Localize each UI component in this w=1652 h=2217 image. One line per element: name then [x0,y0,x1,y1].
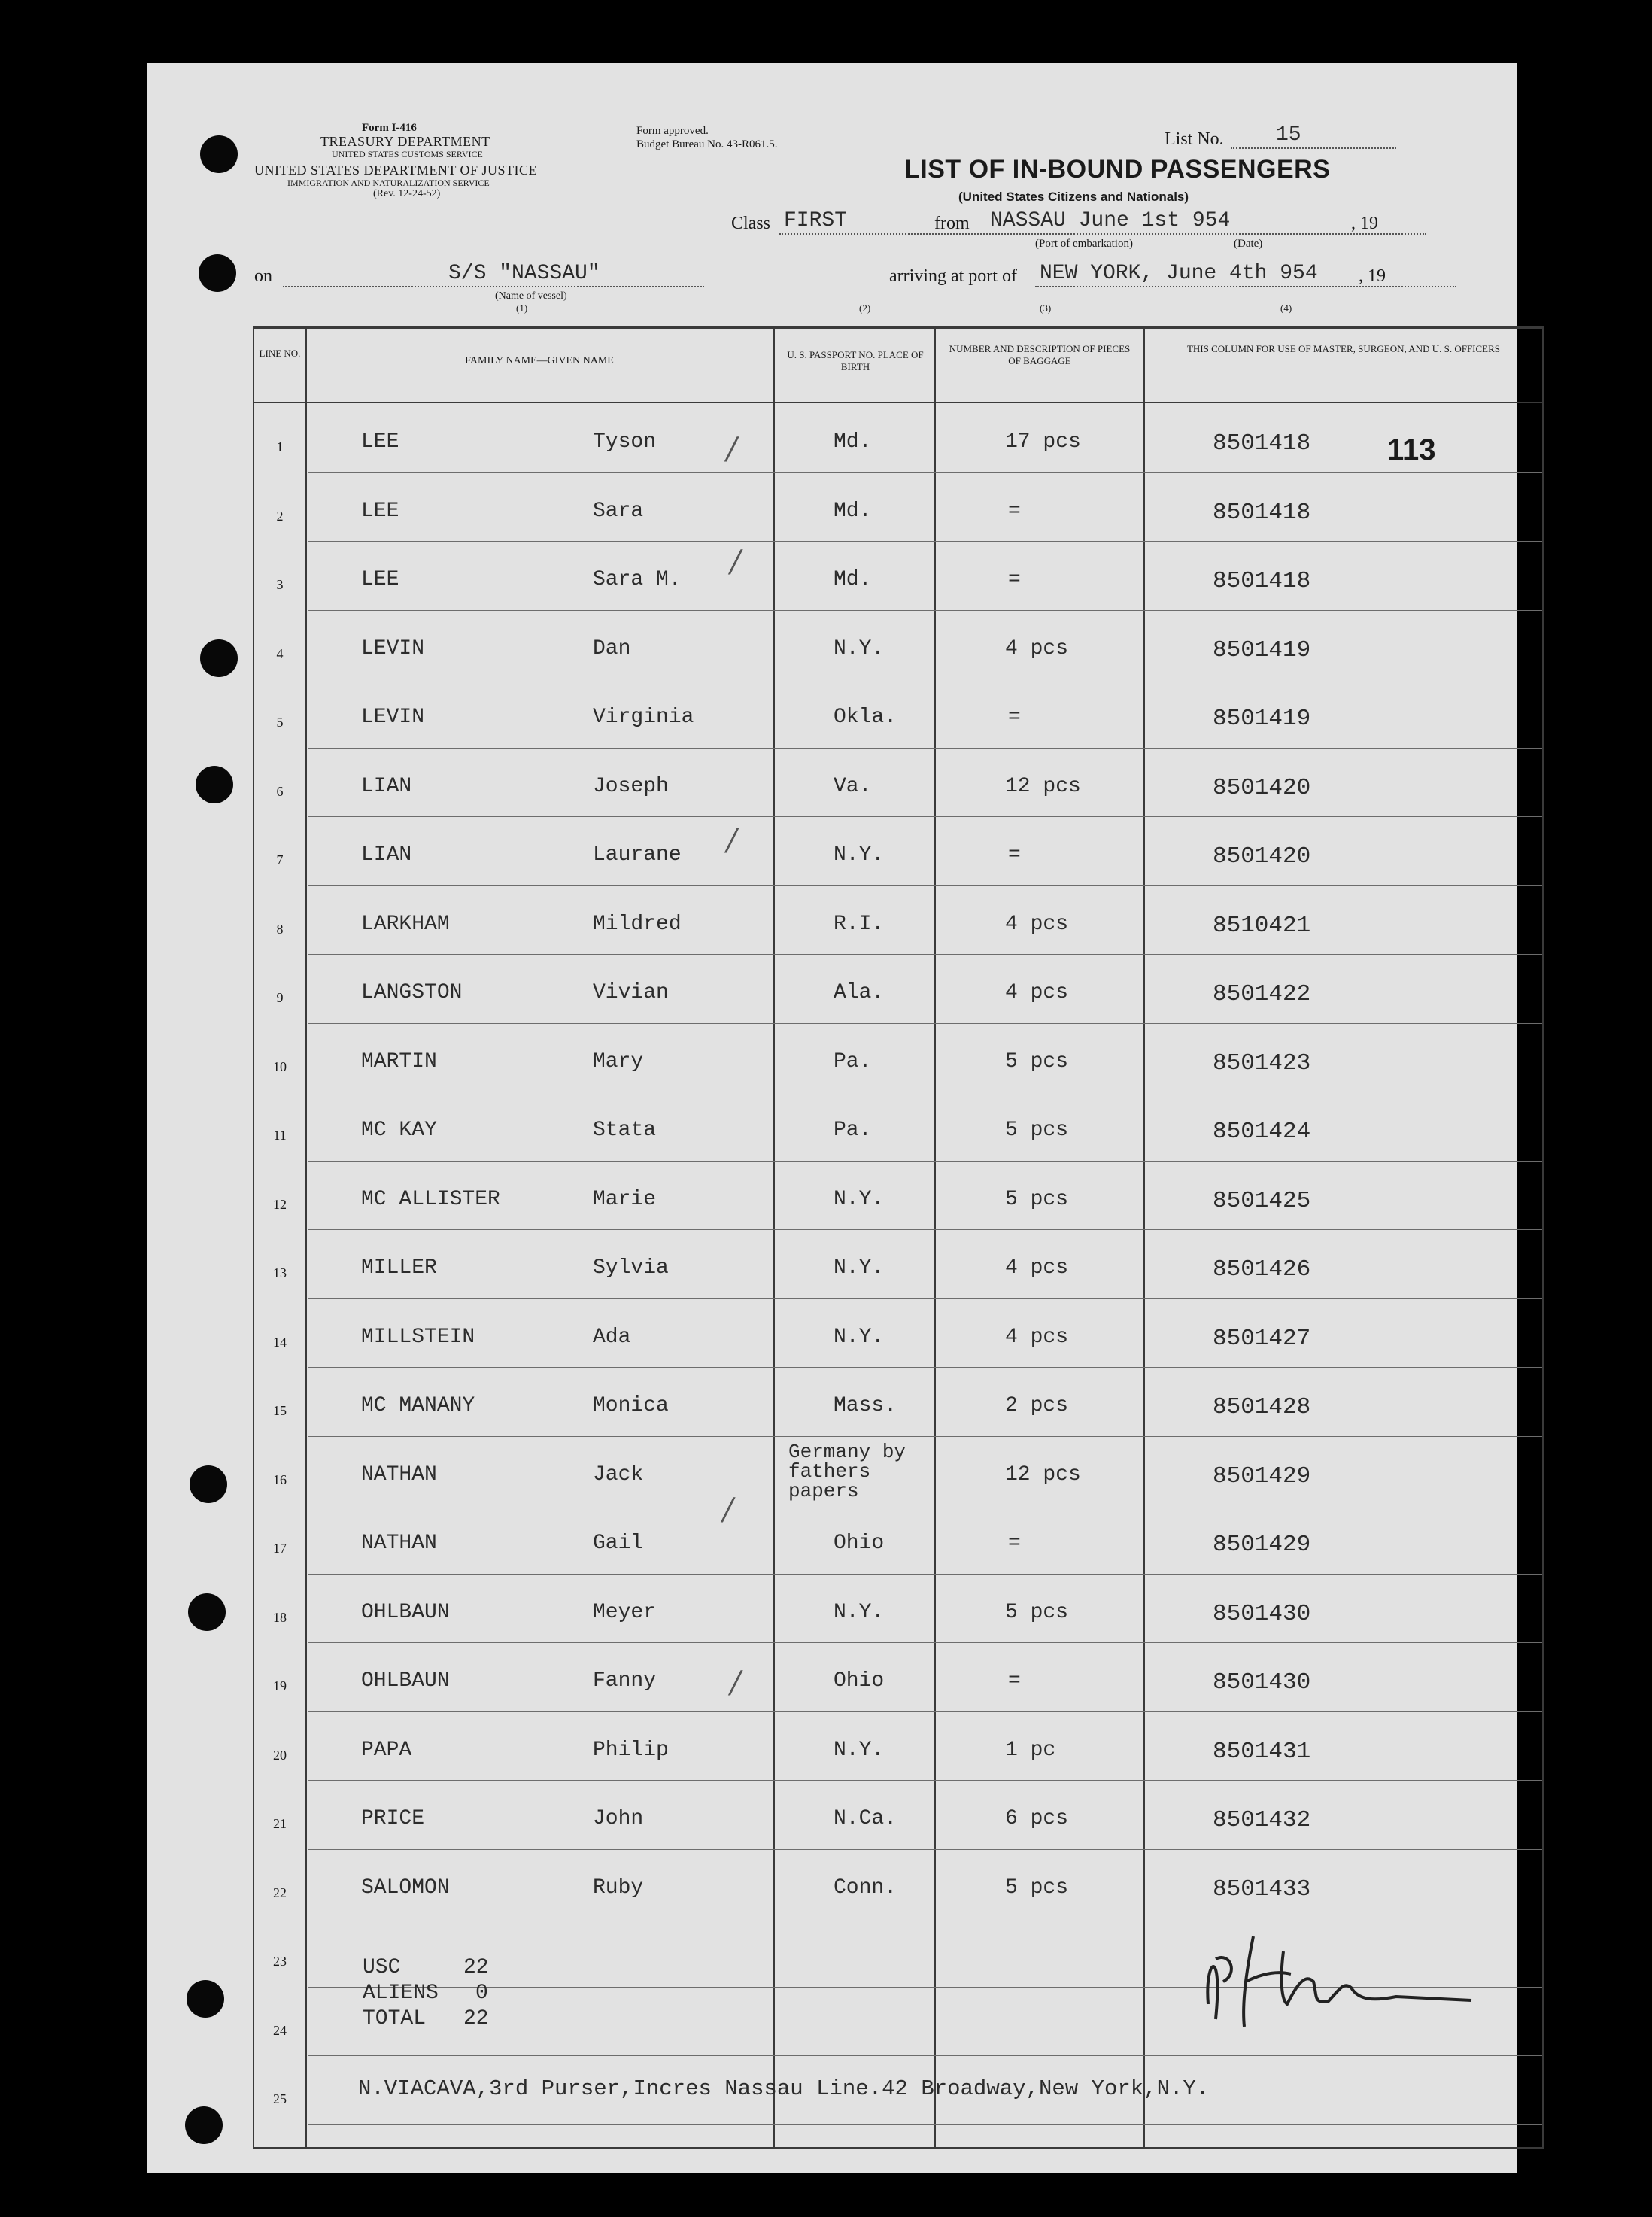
binder-hole-3 [200,639,238,677]
given-name: Fanny [593,1669,657,1693]
place-of-birth: Md. [834,430,872,454]
family-name: MC ALLISTER [361,1187,500,1211]
check-mark-4: / [723,1493,733,1527]
place-of-birth: Pa. [834,1119,872,1142]
row-divider [308,748,1542,749]
line-number: 6 [276,783,284,799]
family-name: OHLBAUN [361,1600,450,1624]
passport-number: 8501433 [1213,1875,1311,1903]
year-suffix-1: , 19 [1351,214,1378,233]
passport-number: 8501430 [1213,1669,1311,1696]
date-caption: (Date) [1234,238,1263,250]
passport-number: 8501420 [1213,843,1311,870]
family-name: PRICE [361,1807,425,1830]
caption-1: (1) [516,302,528,314]
check-mark-5: / [730,1666,741,1700]
given-name: Stata [593,1119,657,1142]
baggage: 4 pcs [1005,912,1069,936]
binder-hole-1 [200,135,238,173]
place-of-birth: R.I. [834,912,885,936]
passport-number: 8501418 [1213,430,1311,457]
caption-2: (2) [859,302,871,314]
baggage: 4 pcs [1005,981,1069,1004]
baggage: 17 pcs [1005,430,1081,454]
given-name: Jack [593,1462,644,1487]
passport-number: 8501426 [1213,1256,1311,1283]
binder-hole-4 [196,766,233,803]
list-no-line [1231,147,1396,149]
passport-number: 8501427 [1213,1325,1311,1352]
line-number: 5 [276,715,284,730]
passport-number: 8501420 [1213,774,1311,801]
given-name: Sylvia [593,1256,669,1280]
table-top-border [253,326,1542,329]
list-no-label: List No. [1165,129,1224,149]
passport-number: 8501422 [1213,981,1311,1007]
total-label: TOTAL [363,2007,427,2030]
given-name: Dan [593,636,631,661]
passport-number: 8501432 [1213,1807,1311,1833]
row-divider [308,1229,1542,1230]
vessel-line [283,286,704,287]
given-name: Gail [593,1532,644,1555]
given-name: Mildred [593,912,682,936]
given-name: Ada [593,1325,631,1349]
baggage: 5 pcs [1005,1049,1069,1074]
binder-hole-2 [199,254,236,292]
place-of-birth: Pa. [834,1049,872,1074]
place-of-birth: Md. [834,568,872,591]
line-number: 7 [276,852,284,867]
row-divider [308,1436,1542,1437]
row-divider [308,2124,1542,2125]
line-number: 21 [273,1816,287,1831]
family-name: LEE [361,568,399,591]
arriving-value: NEW YORK, June 4th 954 [1040,262,1318,285]
place-of-birth: Okla. [834,706,897,729]
baggage: = [1008,1669,1021,1693]
row-divider [308,1367,1542,1368]
place-of-birth: Va. [834,774,872,798]
page-subtitle: (United States Citizens and Nationals) [958,190,1189,204]
line-number: 25 [273,2091,287,2106]
customs-service: UNITED STATES CUSTOMS SERVICE [332,149,483,159]
col-header-officers: THIS COLUMN FOR USE OF MASTER, SURGEON, AND U. S. OFFICERS [1186,343,1501,354]
list-no-value: 15 [1276,123,1301,147]
place-of-birth: N.Y. [834,1325,885,1349]
col-header-line-no: LINE NO. [259,348,301,359]
row-divider [308,1023,1542,1024]
ins-service: IMMIGRATION AND NATURALIZATION SERVICE [287,178,490,188]
caption-4: (4) [1280,302,1292,314]
baggage: = [1008,1532,1021,1555]
family-name: MC KAY [361,1119,437,1142]
passport-number: 8501430 [1213,1600,1311,1627]
justice-dept: UNITED STATES DEPARTMENT OF JUSTICE [254,162,538,178]
from-value: NASSAU June 1st 954 [990,209,1231,232]
page-title: LIST OF IN-BOUND PASSENGERS [904,155,1331,184]
baggage: = [1008,568,1021,591]
passport-number: 8501418 [1213,499,1311,526]
col-divider-officers [1143,326,1145,2149]
binder-hole-7 [187,1980,224,2018]
place-of-birth: Ohio [834,1669,885,1693]
family-name: OHLBAUN [361,1669,450,1693]
document-page [147,63,1517,2173]
row-divider [308,610,1542,611]
family-name: SALOMON [361,1875,450,1900]
from-label: from [934,214,970,233]
passport-number: 8501429 [1213,1532,1311,1558]
line-number: 10 [273,1058,287,1074]
line-number: 17 [273,1541,287,1556]
family-name: LEVIN [361,636,425,661]
line-number: 18 [273,1609,287,1625]
passport-number: 8501431 [1213,1738,1311,1765]
baggage: 12 pcs [1005,1462,1081,1487]
class-line [779,233,1005,235]
row-divider [308,885,1542,886]
given-name: Virginia [593,706,694,729]
row-divider [308,1298,1542,1299]
right-border [1542,326,1544,2149]
baggage: 5 pcs [1005,1187,1069,1211]
place-of-birth: N.Y. [834,1600,885,1624]
given-name: Sara M. [593,568,682,591]
row-divider [308,1711,1542,1712]
baggage: = [1008,499,1021,523]
check-mark-1: / [727,432,737,466]
passport-number: 8501418 [1213,568,1311,594]
class-label: Class [731,214,771,233]
given-name: Mary [593,1049,644,1074]
given-name: Joseph [593,774,669,798]
line-number: 13 [273,1265,287,1280]
place-of-birth: Mass. [834,1394,897,1417]
baggage: = [1008,843,1021,867]
place-of-birth: Germany by fathers papers [788,1440,906,1502]
line-number: 14 [273,1334,287,1350]
row-divider [308,1161,1542,1162]
col-divider-baggage [934,326,936,2149]
family-name: LEE [361,499,399,523]
line-number: 16 [273,1471,287,1487]
passport-number: 8501428 [1213,1394,1311,1420]
row-divider [308,541,1542,542]
total-value: 22 [463,2007,489,2030]
budget-bureau: Budget Bureau No. 43-R061.5. [636,138,778,150]
place-of-birth: N.Y. [834,1738,885,1762]
given-name: Marie [593,1187,657,1211]
line-number: 24 [273,2022,287,2038]
place-of-birth: N.Y. [834,1187,885,1211]
place-of-birth: N.Y. [834,843,885,867]
family-name: NATHAN [361,1532,437,1555]
line-number: 1 [276,439,284,454]
family-name: PAPA [361,1738,412,1762]
baggage: 5 pcs [1005,1875,1069,1900]
col-header-name: FAMILY NAME—GIVEN NAME [465,355,614,366]
given-name: Sara [593,499,644,523]
vessel-caption: (Name of vessel) [495,290,567,302]
col-header-baggage: NUMBER AND DESCRIPTION OF PIECES OF BAGGAGE [949,343,1131,366]
caption-3: (3) [1040,302,1052,314]
row-divider [308,816,1542,817]
form-approved: Form approved. [636,125,709,137]
binder-hole-6 [188,1593,226,1631]
page-stamp-113: 113 [1387,433,1436,466]
col-header-passport: U. S. PASSPORT NO. PLACE OF BIRTH [787,349,924,372]
given-name: John [593,1807,644,1830]
passport-number: 8501419 [1213,636,1311,664]
place-of-birth: N.Y. [834,1256,885,1280]
given-name: Monica [593,1394,669,1417]
family-name: LARKHAM [361,912,450,936]
row-divider [308,954,1542,955]
aliens-value: 0 [475,1982,488,2005]
baggage: 12 pcs [1005,774,1081,798]
given-name: Laurane [593,843,682,867]
passport-number: 8510421 [1213,912,1311,939]
family-name: MARTIN [361,1049,437,1074]
aliens-label: ALIENS [363,1982,439,2005]
place-of-birth: Ala. [834,981,885,1004]
baggage: 5 pcs [1005,1600,1069,1624]
passport-number: 8501419 [1213,706,1311,732]
port-embark-caption: (Port of embarkation) [1035,238,1133,250]
header-bottom-border [253,402,1542,403]
row-divider [308,1780,1542,1781]
baggage: 6 pcs [1005,1807,1069,1830]
treasury-dept: TREASURY DEPARTMENT [320,134,490,149]
arriving-label: arriving at port of [889,266,1017,286]
place-of-birth: Ohio [834,1532,885,1555]
line-number: 11 [273,1128,287,1143]
class-value: FIRST [784,209,848,232]
baggage: 4 pcs [1005,1325,1069,1349]
family-name: MILLSTEIN [361,1325,475,1349]
line-number: 15 [273,1403,287,1418]
row-divider [308,1574,1542,1575]
year-suffix-2: , 19 [1359,266,1386,286]
row-divider [308,1849,1542,1850]
row-divider [308,472,1542,473]
line-number: 23 [273,1954,287,1969]
family-name: LIAN [361,774,412,798]
given-name: Meyer [593,1600,657,1624]
line-number: 4 [276,645,284,661]
given-name: Ruby [593,1875,644,1900]
baggage: = [1008,706,1021,729]
place-of-birth: Md. [834,499,872,523]
given-name: Tyson [593,430,657,454]
line-number: 8 [276,921,284,937]
family-name: LEE [361,430,399,454]
passport-number: 8501423 [1213,1049,1311,1077]
baggage: 5 pcs [1005,1119,1069,1142]
baggage: 2 pcs [1005,1394,1069,1417]
check-mark-3: / [727,823,737,858]
row-divider [308,2055,1542,2056]
usc-label: USC [363,1956,401,1979]
given-name: Vivian [593,981,669,1004]
on-label: on [254,266,272,286]
binder-hole-5 [190,1465,227,1503]
line-number: 3 [276,577,284,592]
baggage: 4 pcs [1005,1256,1069,1280]
line-number: 2 [276,508,284,524]
line-number: 12 [273,1196,287,1212]
given-name: Philip [593,1738,669,1762]
family-name: LIAN [361,843,412,867]
line-number: 20 [273,1747,287,1763]
purser-line: N.VIACAVA,3rd Purser,Incres Nassau Line.42 Broadway,New York,N.Y. [358,2076,1210,2101]
family-name: MILLER [361,1256,437,1280]
usc-value: 22 [463,1956,489,1979]
place-of-birth: N.Ca. [834,1807,897,1830]
table-bottom-border [253,2147,1542,2149]
check-mark-2: / [730,545,741,579]
family-name: LEVIN [361,706,425,729]
row-divider [308,1642,1542,1643]
family-name: MC MANANY [361,1394,475,1417]
line-number: 22 [273,1884,287,1900]
form-revision: (Rev. 12-24-52) [373,188,441,199]
family-name: LANGSTON [361,981,463,1004]
vessel-value: S/S "NASSAU" [448,262,600,285]
signature [1201,1929,1502,2042]
passport-number: 8501425 [1213,1187,1311,1214]
left-border [253,326,254,2149]
arriving-line [1035,286,1456,287]
place-of-birth: N.Y. [834,636,885,661]
family-name: NATHAN [361,1462,437,1487]
col-divider-passport [773,326,775,2149]
place-of-birth: Conn. [834,1875,897,1900]
form-number: Form I-416 [362,122,417,134]
passport-number: 8501429 [1213,1462,1311,1490]
line-number: 9 [276,990,284,1005]
passport-number: 8501424 [1213,1119,1311,1145]
line-number: 19 [273,1678,287,1693]
binder-hole-8 [185,2106,223,2144]
col-divider-name [305,326,307,2149]
baggage: 4 pcs [1005,636,1069,661]
baggage: 1 pc [1005,1738,1056,1762]
